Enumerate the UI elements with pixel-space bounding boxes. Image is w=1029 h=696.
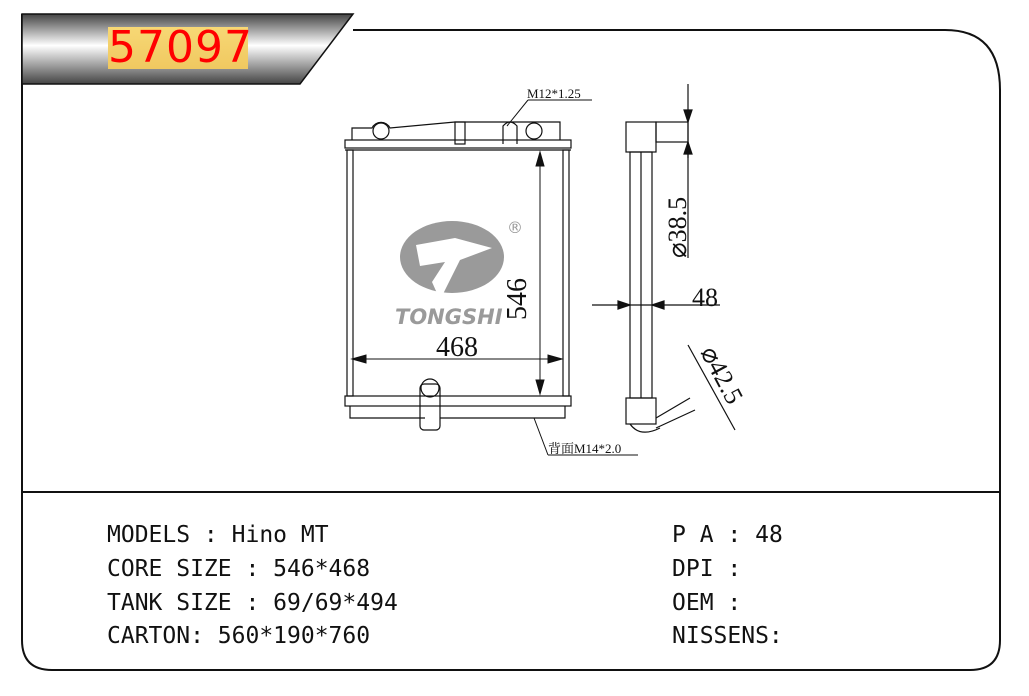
- registered-mark: ®: [507, 218, 523, 237]
- spec-pa: [672, 521, 783, 549]
- spec-value: 48: [755, 522, 783, 548]
- width-dimension: 468: [436, 332, 478, 363]
- bottom-thread-note: 背面M14*2.0: [548, 441, 622, 456]
- spec-oem: [672, 589, 755, 617]
- spec-label: P A :: [672, 522, 756, 548]
- spec-core-size: [107, 555, 370, 583]
- spec-dpi: [672, 555, 755, 583]
- top-thread-note: M12*1.25: [527, 86, 581, 101]
- height-dimension: 546: [502, 278, 533, 320]
- spec-label: TANK SIZE :: [107, 590, 274, 616]
- spec-value: 560*190*760: [217, 623, 371, 649]
- spec-label: CORE SIZE :: [107, 556, 274, 582]
- spec-carton: [107, 622, 370, 650]
- outlet-diameter-dimension: ⌀42.5: [694, 341, 750, 409]
- spec-value: Hino MT: [231, 522, 329, 548]
- spec-label: NISSENS:: [672, 623, 783, 649]
- spec-tank-size: [107, 589, 398, 617]
- spec-label: CARTON:: [107, 623, 218, 649]
- spec-label: OEM :: [672, 590, 756, 616]
- thickness-dimension: 48: [692, 283, 718, 312]
- part-number: 57097: [108, 22, 253, 73]
- spec-label: DPI :: [672, 556, 756, 582]
- logo-text: TONGSHI: [395, 305, 503, 329]
- spec-nissens: [672, 622, 783, 650]
- spec-value: 546*468: [273, 556, 371, 582]
- dimension-lines: [352, 100, 638, 455]
- spec-label: MODELS :: [107, 522, 232, 548]
- spec-models: [107, 521, 329, 549]
- spec-value: 69/69*494: [273, 590, 398, 616]
- inlet-diameter-dimension: ⌀38.5: [663, 196, 692, 258]
